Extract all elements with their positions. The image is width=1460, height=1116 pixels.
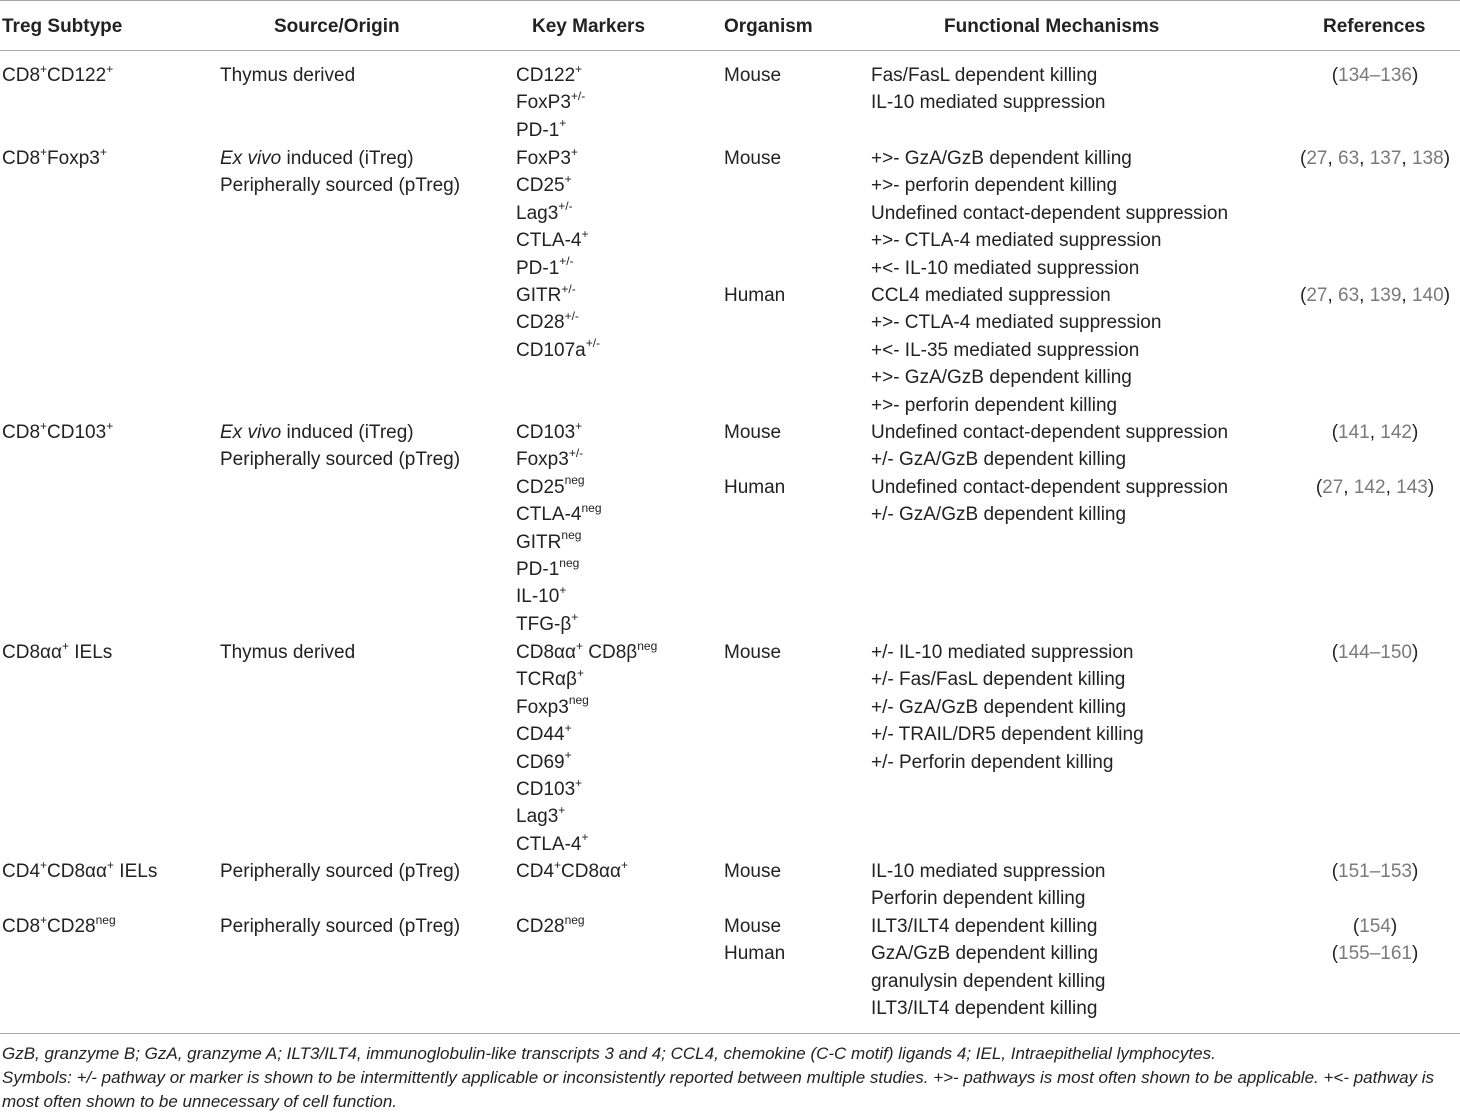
marker-superscript: +: [554, 857, 562, 872]
subtype-text: CD103: [47, 422, 107, 443]
ref-separator: ,: [1327, 148, 1339, 169]
paren: ): [1411, 422, 1419, 443]
header-rule: [0, 50, 1460, 51]
reference-link[interactable]: 27: [1322, 476, 1344, 498]
paren: ): [1411, 65, 1419, 86]
subtype-text: CD8: [2, 916, 41, 937]
source-text: induced (iTreg): [281, 148, 414, 169]
subtype-text: CD8αα: [47, 861, 108, 882]
source-origin-cell: [220, 639, 355, 666]
paren: (: [1352, 916, 1360, 937]
mechanism-item: +/- Fas/FasL dependent killing: [871, 669, 1126, 691]
marker-superscript: neg: [564, 473, 585, 488]
organism-cell: Human: [724, 943, 786, 965]
mechanism-item: +<- IL-10 mediated suppression: [871, 257, 1140, 279]
subtype-text: IELs: [114, 861, 158, 882]
mechanism-item: granulysin dependent killing: [871, 970, 1106, 992]
subtype-text: CD4: [2, 861, 41, 882]
organism-cell: Mouse: [724, 65, 782, 86]
marker-item: [516, 501, 602, 528]
paren: ): [1390, 916, 1398, 937]
source-text: induced (iTreg): [281, 422, 414, 443]
mechanisms-cell: [871, 62, 1105, 117]
header-organism: Organism: [724, 16, 813, 37]
marker-text: Lag3: [516, 202, 559, 224]
treg-subtype-cell: [2, 913, 116, 940]
marker-text: TCRαβ: [516, 669, 577, 691]
ref-separator: ,: [1385, 476, 1397, 498]
marker-item: [516, 255, 600, 282]
marker-superscript: +: [564, 172, 572, 187]
key-markers-cell: [516, 858, 628, 885]
header-references: References: [1323, 16, 1426, 37]
mechanism-item: Fas/FasL dependent killing: [871, 65, 1098, 86]
marker-superscript: +: [559, 116, 567, 131]
subtype-superscript: +: [40, 61, 48, 76]
paren: ): [1411, 943, 1419, 965]
marker-text: PD-1: [516, 257, 560, 279]
top-rule: [0, 0, 1460, 1]
ref-separator: ,: [1369, 422, 1381, 443]
marker-item: [516, 776, 657, 803]
key-markers-cell: [516, 419, 602, 638]
organism-cell: Human: [724, 285, 786, 306]
mechanisms-cell: [871, 282, 1161, 419]
source-line: Peripherally sourced (pTreg): [220, 175, 461, 197]
subtype-superscript: neg: [95, 912, 116, 927]
marker-superscript: +: [571, 610, 579, 625]
reference-link[interactable]: 151–153: [1338, 861, 1412, 882]
marker-text: CD25: [516, 476, 565, 498]
header-key-markers: Key Markers: [532, 16, 646, 37]
marker-text: CD103: [516, 422, 576, 443]
paren: ): [1443, 285, 1451, 306]
paren: (: [1331, 861, 1339, 882]
references-cell: [1290, 913, 1460, 940]
marker-superscript: +: [581, 226, 589, 241]
marker-item: [516, 721, 657, 748]
organism-cell: Mouse: [724, 422, 782, 443]
marker-text: PD-1: [516, 119, 560, 141]
header-treg-subtype: Treg Subtype: [2, 16, 123, 37]
mechanism-item: GzA/GzB dependent killing: [871, 943, 1099, 965]
footnote-abbreviations: GzB, granzyme B; GzA, granzyme A; ILT3/ILT4, immunoglobulin-like transcripts 3 and 4; CCL4, chemokine (C-C motif) ligands 4; IEL, Intraepithelial lymphocytes.: [2, 1044, 1216, 1063]
marker-text: TFG-β: [516, 613, 572, 635]
key-markers-cell: [516, 913, 585, 940]
mechanism-item: CCL4 mediated suppression: [871, 285, 1111, 306]
paren: ): [1443, 148, 1451, 169]
marker-text: CD28: [516, 916, 565, 937]
references-cell: [1290, 940, 1460, 967]
marker-superscript: +/-: [568, 446, 584, 461]
marker-superscript: +: [558, 803, 566, 818]
marker-item: [516, 309, 600, 336]
marker-superscript: neg: [637, 638, 658, 653]
marker-superscript: +: [559, 583, 567, 598]
references-cell: [1290, 474, 1460, 501]
ref-separator: ,: [1401, 285, 1412, 306]
references-cell: [1290, 282, 1460, 309]
marker-text: CD25: [516, 175, 565, 197]
mechanism-item: +>- CTLA-4 mediated suppression: [871, 230, 1162, 252]
header-functional-mechanisms: Functional Mechanisms: [944, 16, 1160, 37]
reference-link[interactable]: 154: [1359, 916, 1391, 937]
marker-text: CD69: [516, 751, 565, 773]
subtype-text: CD8: [2, 148, 41, 169]
source-origin-cell: [220, 62, 355, 89]
marker-superscript: neg: [559, 555, 580, 570]
key-markers-cell: [516, 639, 657, 858]
marker-item: [516, 556, 602, 583]
references-cell: [1290, 62, 1460, 89]
mechanism-item: +/- IL-10 mediated suppression: [871, 642, 1134, 663]
source-line: [220, 419, 460, 446]
marker-superscript: neg: [564, 912, 585, 927]
marker-superscript: +/-: [564, 309, 579, 324]
mechanisms-cell: [871, 474, 1228, 529]
marker-item: [516, 694, 657, 721]
mechanism-item: +/- GzA/GzB dependent killing: [871, 504, 1127, 526]
marker-superscript: +: [581, 830, 589, 845]
reference-link[interactable]: 134–136: [1338, 65, 1412, 86]
marker-item: [516, 583, 602, 610]
subtype-text: CD8: [2, 65, 41, 86]
marker-item: [516, 282, 600, 309]
mechanism-item: +/- TRAIL/DR5 dependent killing: [871, 724, 1144, 746]
bottom-rule: [0, 1033, 1460, 1034]
treg-subtype-cell: [2, 145, 107, 172]
marker-item: [516, 749, 657, 776]
marker-text: CD4: [516, 861, 555, 882]
reference-link[interactable]: 140: [1411, 285, 1444, 306]
marker-text: CTLA-4: [516, 230, 582, 252]
source-origin-cell: [220, 145, 460, 200]
subtype-superscript: +: [40, 418, 48, 433]
marker-item: [516, 529, 602, 556]
marker-superscript: +: [621, 857, 629, 872]
marker-item: [516, 858, 628, 885]
mechanism-item: +<- IL-35 mediated suppression: [871, 339, 1140, 361]
marker-item: [516, 172, 600, 199]
paren: (: [1299, 148, 1307, 169]
treg-subtype-cell: [2, 62, 113, 89]
marker-text: CD107a: [516, 339, 586, 361]
source-origin-cell: [220, 419, 460, 474]
marker-item: [516, 666, 657, 693]
reference-link[interactable]: 142: [1380, 422, 1412, 443]
organism-cell: Mouse: [724, 148, 782, 169]
marker-superscript: +: [575, 61, 583, 76]
mechanism-item: IL-10 mediated suppression: [871, 92, 1106, 114]
mechanism-item: +>- CTLA-4 mediated suppression: [871, 312, 1162, 334]
marker-superscript: +: [564, 748, 572, 763]
mechanism-item: +>- GzA/GzB dependent killing: [871, 148, 1132, 169]
ref-separator: ,: [1343, 476, 1354, 498]
marker-text: Foxp3: [516, 696, 569, 718]
marker-superscript: +/-: [559, 254, 574, 269]
source-line: Peripherally sourced (pTreg): [220, 449, 461, 471]
marker-text: CD44: [516, 724, 565, 746]
source-origin-cell: [220, 913, 460, 940]
marker-item: [516, 419, 602, 446]
marker-item: [516, 227, 600, 254]
reference-link[interactable]: 141: [1338, 422, 1370, 443]
mechanism-item: Undefined contact-dependent suppression: [871, 422, 1229, 443]
marker-text: GITR: [516, 531, 562, 553]
references-cell: [1290, 639, 1460, 666]
marker-superscript: +: [564, 720, 572, 735]
mechanism-item: +>- perforin dependent killing: [871, 175, 1118, 197]
subtype-text: Foxp3: [47, 148, 100, 169]
subtype-superscript: +: [40, 912, 48, 927]
reference-link[interactable]: 143: [1396, 476, 1428, 498]
source-italic: Ex vivo: [220, 148, 282, 169]
marker-text: CD8αα: [516, 642, 576, 663]
subtype-superscript: +: [99, 144, 107, 159]
treg-subtype-cell: [2, 419, 113, 446]
marker-superscript: +: [575, 775, 583, 790]
marker-text: CTLA-4: [516, 833, 582, 855]
marker-superscript: neg: [568, 693, 589, 708]
marker-text: FoxP3: [516, 148, 571, 169]
marker-superscript: +: [575, 418, 583, 433]
marker-superscript: +: [576, 666, 584, 681]
reference-link[interactable]: 138: [1411, 148, 1444, 169]
mechanism-item: Undefined contact-dependent suppression: [871, 202, 1229, 224]
marker-text: CD8αα: [561, 861, 622, 882]
organism-cell: Mouse: [724, 861, 782, 882]
paren: ): [1427, 476, 1435, 498]
mechanisms-cell: [871, 940, 1106, 1022]
mechanism-item: +/- Perforin dependent killing: [871, 751, 1114, 773]
references-cell: [1290, 858, 1460, 885]
header-source-origin: Source/Origin: [274, 16, 400, 37]
marker-superscript: +/-: [558, 199, 573, 214]
marker-text: IL-10: [516, 586, 560, 608]
mechanisms-cell: [871, 145, 1228, 282]
reference-link[interactable]: 137: [1369, 148, 1402, 169]
mechanisms-cell: [871, 913, 1097, 940]
organism-cell: Human: [724, 476, 786, 498]
mechanisms-cell: [871, 858, 1105, 913]
reference-link[interactable]: 144–150: [1338, 642, 1412, 663]
reference-link[interactable]: 139: [1369, 285, 1402, 306]
marker-superscript: +: [570, 144, 578, 159]
subtype-superscript: +: [40, 857, 48, 872]
mechanism-item: ILT3/ILT4 dependent killing: [871, 998, 1098, 1020]
marker-item: [516, 446, 602, 473]
reference-link[interactable]: 27: [1306, 148, 1328, 169]
marker-item: [516, 474, 602, 501]
mechanism-item: IL-10 mediated suppression: [871, 861, 1106, 882]
organism-cell: Mouse: [724, 642, 782, 663]
marker-text: CD122: [516, 65, 576, 86]
subtype-superscript: +: [106, 418, 114, 433]
paren: (: [1331, 943, 1339, 965]
marker-text: Lag3: [516, 806, 559, 828]
ref-separator: ,: [1359, 148, 1370, 169]
key-markers-cell: [516, 145, 600, 364]
mechanism-item: +>- GzA/GzB dependent killing: [871, 367, 1132, 389]
paren: (: [1331, 642, 1339, 663]
paren: (: [1331, 422, 1339, 443]
marker-superscript: +/-: [561, 281, 576, 296]
paren: (: [1315, 476, 1323, 498]
mechanisms-cell: [871, 639, 1144, 776]
marker-superscript: neg: [581, 500, 602, 515]
paren: ): [1411, 861, 1419, 882]
treg-subtype-cell: [2, 639, 112, 666]
marker-superscript: +/-: [570, 89, 586, 104]
subtype-superscript: +: [61, 638, 69, 653]
reference-link[interactable]: 63: [1338, 285, 1360, 306]
marker-text: CD103: [516, 778, 576, 800]
reference-link[interactable]: 142: [1353, 476, 1386, 498]
ref-separator: ,: [1327, 285, 1339, 306]
marker-text: CD8β: [583, 642, 638, 663]
marker-superscript: +/-: [585, 336, 601, 351]
marker-item: [516, 89, 585, 116]
references-cell: [1290, 145, 1460, 172]
key-markers-cell: [516, 62, 585, 144]
marker-item: [516, 117, 585, 144]
source-line: Thymus derived: [220, 642, 356, 663]
footnote-symbols: Symbols: +/- pathway or marker is shown to be intermittently applicable or inconsistently reported between multiple studies. +>- pathways is most often shown to be applicable. +<- pathway is most often shown to be unnecessary of cell function.: [2, 1068, 1435, 1111]
paren: (: [1299, 285, 1307, 306]
source-origin-cell: [220, 858, 460, 885]
marker-item: [516, 337, 600, 364]
marker-item: [516, 611, 602, 638]
marker-item: [516, 62, 585, 89]
mechanism-item: +>- perforin dependent killing: [871, 394, 1118, 416]
source-line: Thymus derived: [220, 65, 356, 86]
marker-text: Foxp3: [516, 449, 569, 471]
marker-superscript: neg: [561, 528, 582, 543]
paren: ): [1411, 642, 1419, 663]
source-italic: Ex vivo: [220, 422, 282, 443]
mechanism-item: Undefined contact-dependent suppression: [871, 476, 1229, 498]
subtype-text: CD28: [47, 916, 96, 937]
marker-item: [516, 803, 657, 830]
organism-cell: Mouse: [724, 916, 782, 937]
reference-link[interactable]: 63: [1338, 148, 1360, 169]
source-line: Peripherally sourced (pTreg): [220, 916, 461, 937]
references-cell: [1290, 419, 1460, 446]
ref-separator: ,: [1359, 285, 1370, 306]
mechanism-item: Perforin dependent killing: [871, 888, 1086, 910]
treg-subtype-cell: [2, 858, 157, 885]
marker-text: CD28: [516, 312, 565, 334]
mechanism-item: ILT3/ILT4 dependent killing: [871, 916, 1098, 937]
marker-superscript: +: [575, 638, 583, 653]
marker-text: CTLA-4: [516, 504, 582, 526]
subtype-superscript: +: [40, 144, 48, 159]
marker-item: [516, 831, 657, 858]
subtype-text: IELs: [69, 642, 113, 663]
subtype-text: CD8: [2, 422, 41, 443]
mechanisms-cell: [871, 419, 1228, 474]
subtype-superscript: +: [107, 857, 115, 872]
source-line: Peripherally sourced (pTreg): [220, 861, 461, 882]
marker-item: [516, 639, 657, 666]
mechanism-item: +/- GzA/GzB dependent killing: [871, 449, 1127, 471]
marker-item: [516, 145, 600, 172]
marker-text: PD-1: [516, 558, 560, 580]
subtype-text: CD122: [47, 65, 107, 86]
paren: (: [1331, 65, 1339, 86]
reference-link[interactable]: 155–161: [1338, 943, 1412, 965]
marker-item: [516, 913, 585, 940]
subtype-text: CD8αα: [2, 642, 62, 663]
reference-link[interactable]: 27: [1306, 285, 1328, 306]
source-line: [220, 145, 460, 172]
marker-text: GITR: [516, 284, 562, 306]
ref-separator: ,: [1401, 148, 1412, 169]
marker-text: FoxP3: [516, 92, 571, 114]
marker-item: [516, 200, 600, 227]
subtype-superscript: +: [106, 61, 114, 76]
mechanism-item: +/- GzA/GzB dependent killing: [871, 696, 1127, 718]
